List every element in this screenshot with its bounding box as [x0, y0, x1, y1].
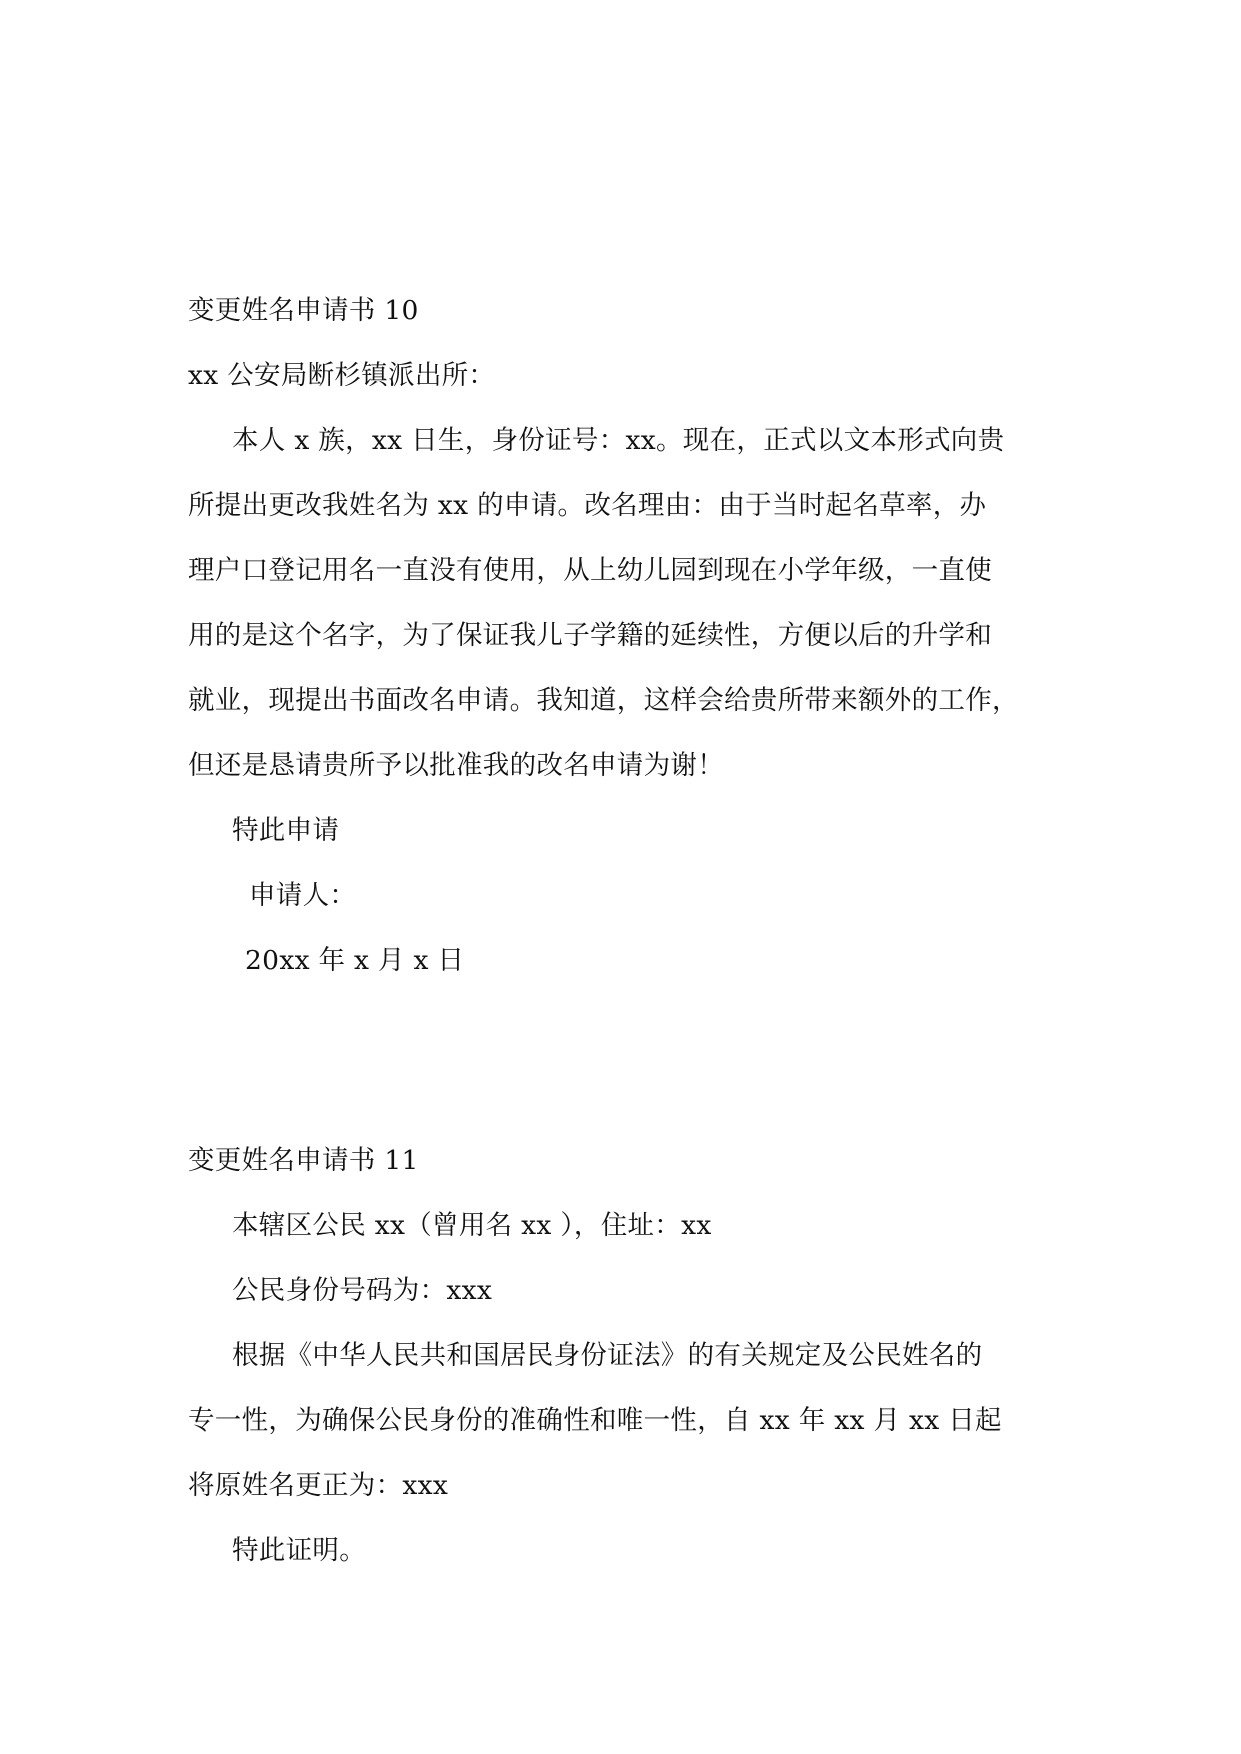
doc1-title: 变更姓名申请书 10 [188, 295, 419, 326]
doc2-title: 变更姓名申请书 11 [188, 1145, 419, 1176]
doc1-date: 20xx 年 x 月 x 日 [245, 945, 465, 976]
doc1-closing: 特此申请 [232, 815, 340, 846]
doc2-closing: 特此证明。 [232, 1535, 366, 1566]
doc1-body-line: 所提出更改我姓名为 xx 的申请。改名理由：由于当时起名草率，办 [188, 490, 987, 521]
doc2-body-line: 专一性，为确保公民身份的准确性和唯一性，自 xx 年 xx 月 xx 日起 [188, 1405, 1002, 1436]
doc2-body-line: 将原姓名更正为：xxx [188, 1470, 449, 1501]
doc1-body-line: 用的是这个名字，为了保证我儿子学籍的延续性，方便以后的升学和 [188, 620, 992, 651]
doc1-applicant: 申请人： [249, 880, 357, 911]
doc1-body-line: 但还是恳请贵所予以批准我的改名申请为谢！ [188, 750, 724, 781]
doc1-addressee: xx 公安局断杉镇派出所： [188, 360, 496, 391]
doc1-body-line: 理户口登记用名一直没有使用，从上幼儿园到现在小学年级，一直使 [188, 555, 992, 586]
doc1-body-line: 就业，现提出书面改名申请。我知道，这样会给贵所带来额外的工作， [188, 685, 1019, 716]
doc2-resident-line: 本辖区公民 xx（曾用名 xx ），住址：xx [232, 1210, 712, 1241]
doc2-id-line: 公民身份号码为：xxx [232, 1275, 493, 1306]
doc2-body-line: 根据《中华人民共和国居民身份证法》的有关规定及公民姓名的 [232, 1340, 983, 1371]
doc1-body-line: 本人 x 族，xx 日生，身份证号：xx。现在，正式以文本形式向贵 [232, 425, 1005, 456]
